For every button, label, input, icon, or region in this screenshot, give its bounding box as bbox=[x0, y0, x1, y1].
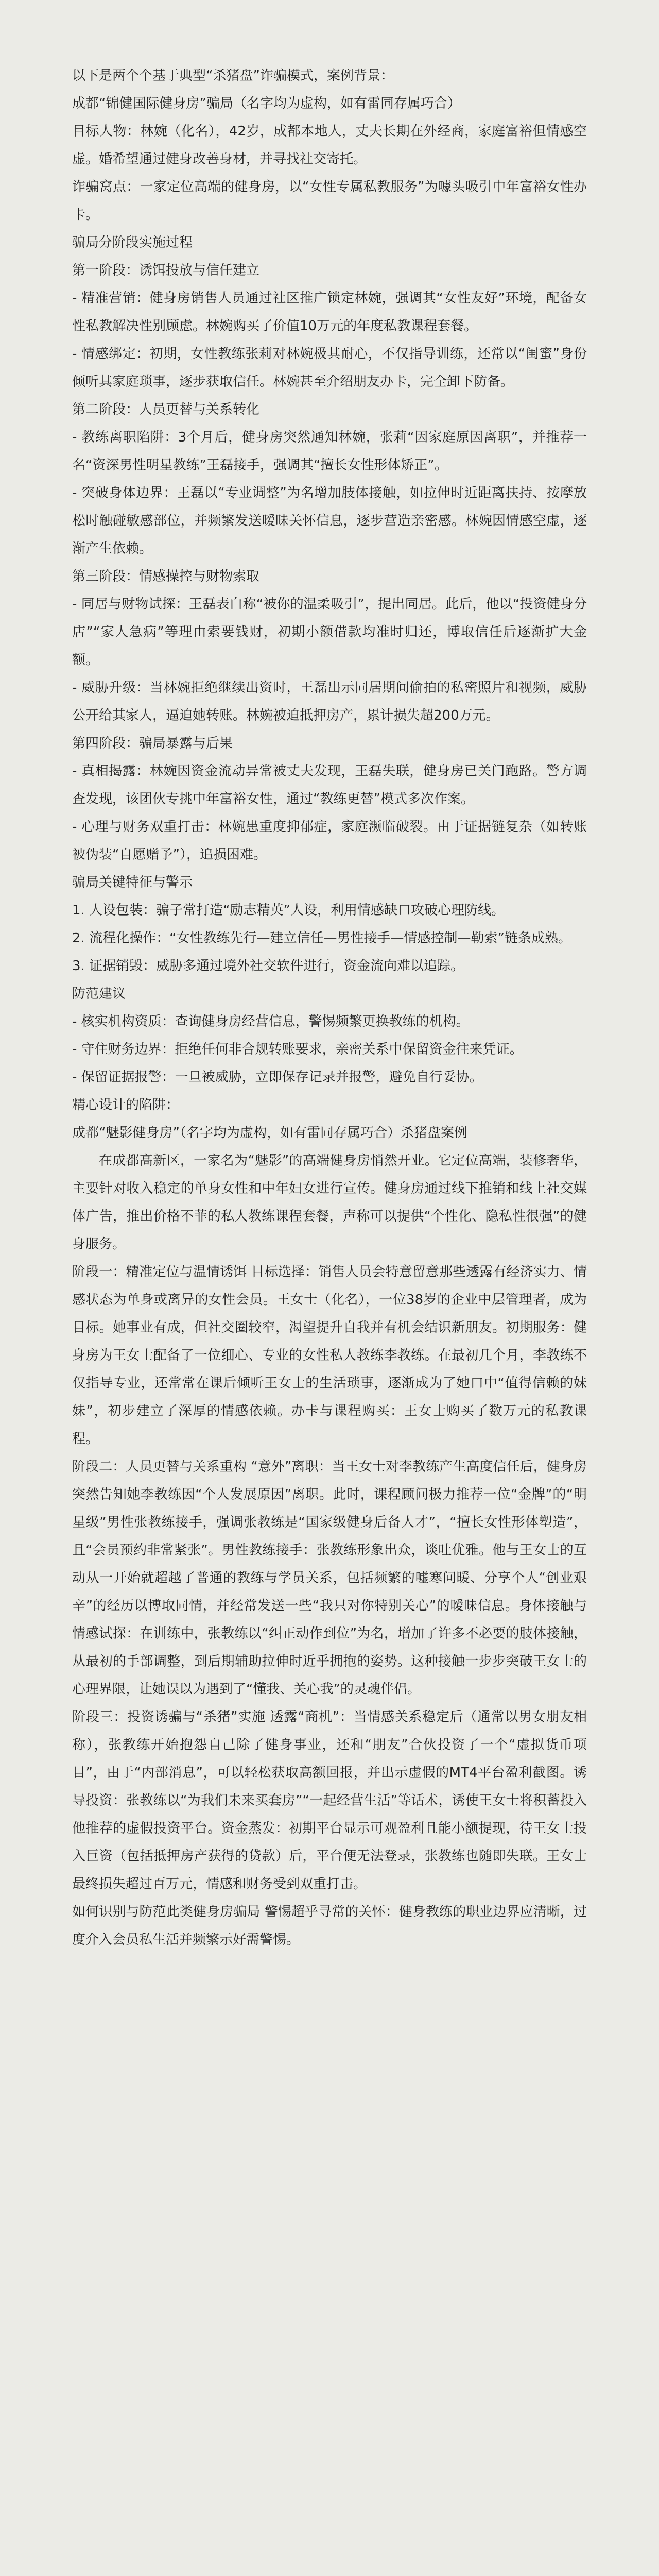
paragraph: - 情感绑定：初期，女性教练张莉对林婉极其耐心，不仅指导训练，还常以“闺蜜”身份倾听其家庭琐事，逐步获取信任。林婉甚至介绍朋友办卡，完全卸下防备。 bbox=[72, 346, 587, 389]
paragraph: 目标人物：林婉（化名），42岁，成都本地人，丈夫长期在外经商，家庭富裕但情感空虚。婚希望通过健身改善身材，并寻找社交寄托。 bbox=[72, 124, 587, 167]
list-item: 3. 证据销毁：威胁多通过境外社交软件进行，资金流向难以追踪。 bbox=[72, 958, 464, 974]
list-item: 2. 流程化操作：“女性教练先行—建立信任—男性接手—情感控制—勒索”链条成熟。 bbox=[72, 930, 572, 946]
list-item: - 守住财务边界：拒绝任何非合规转账要求，亲密关系中保留资金往来凭证。 bbox=[72, 1042, 523, 1057]
part-two bbox=[72, 1091, 587, 1954]
part-two-subtitle: 成都“魅影健身房”（名字均为虚构，如有雷同存属巧合）杀猪盘案例 bbox=[72, 1125, 467, 1141]
list-item: - 核实机构资质：查询健身房经营信息，警惕频繁更换教练的机构。 bbox=[72, 1014, 470, 1029]
stage-heading: 第二阶段：人员更替与关系转化 bbox=[72, 402, 260, 417]
paragraph: 以下是两个个基于典型“杀猪盘”诈骗模式，案例背景： bbox=[72, 68, 394, 83]
paragraph: 如何识别与防范此类健身房骗局 警惕超乎寻常的关怀：健身教练的职业边界应清晰，过度介入会员私生活并频繁示好需警惕。 bbox=[72, 1904, 587, 1947]
paragraph: 阶段一：精准定位与温情诱饵 目标选择：销售人员会特意留意那些透露有经济实力、情感状态为单身或离异的女性会员。王女士（化名），一位38岁的企业中层管理者，成为目标。她事业有成，但社交圈较窄，渴望提升自我并有机会结识新朋友。初期服务：健身房为王女士配备了一位细心、专业的女性私人教练李教练。在最初几个月，李教练不仅指导专业，还常常在课后倾听王女士的生活琐事，逐渐成为了她口中“值得信赖的妹妹”，初步建立了深厚的情感依赖。办卡与课程购买：王女士购买了数万元的私教课程。 bbox=[72, 1264, 587, 1447]
section-heading: 防范建议 bbox=[72, 986, 126, 1002]
section-heading: 骗局分阶段实施过程 bbox=[72, 235, 193, 250]
document bbox=[51, 0, 608, 2576]
stage-heading: 第一阶段：诱饵投放与信任建立 bbox=[72, 263, 260, 278]
paragraph: 诈骗窝点：一家定位高端的健身房，以“女性专属私教服务”为噱头吸引中年富裕女性办卡。 bbox=[72, 179, 587, 223]
stage-heading: 第四阶段：骗局暴露与后果 bbox=[72, 736, 233, 751]
list-item: 1. 人设包装：骗子常打造“励志精英”人设，利用情感缺口攻破心理防线。 bbox=[72, 903, 505, 918]
paragraph: - 同居与财物试探：王磊表白称“被你的温柔吸引”，提出同居。此后，他以“投资健身分店”“家人急病”等理由索要钱财，初期小额借款均准时归还，博取信任后逐渐扩大金额。 bbox=[72, 597, 587, 668]
paragraph: - 心理与财务双重打击：林婉患重度抑郁症，家庭濒临破裂。由于证据链复杂（如转账被伪装“自愿赠予”），追损困难。 bbox=[72, 819, 587, 862]
paragraph: - 真相揭露：林婉因资金流动异常被丈夫发现，王磊失联，健身房已关门跑路。警方调查发现，该团伙专挑中年富裕女性，通过“教练更替”模式多次作案。 bbox=[72, 764, 587, 807]
paragraph: 在成都高新区，一家名为“魅影”的高端健身房悄然开业。它定位高端，装修奢华，主要针对收入稳定的单身女性和中年妇女进行宣传。健身房通过线下推销和线上社交媒体广告，推出价格不菲的私人教练课程套餐，声称可以提供“个性化、隐私性很强”的健身服务。 bbox=[72, 1153, 587, 1252]
list-item: - 保留证据报警：一旦被威胁，立即保存记录并报警，避免自行妥协。 bbox=[72, 1070, 483, 1085]
paragraph: 成都“锦健国际健身房”骗局（名字均为虚构，如有雷同存属巧合） bbox=[72, 96, 461, 111]
paragraph: - 教练离职陷阱：3个月后，健身房突然通知林婉，张莉“因家庭原因离职”，并推荐一名“资深男性明星教练”王磊接手，强调其“擅长女性形体矫正”。 bbox=[72, 430, 587, 473]
section-heading: 骗局关键特征与警示 bbox=[72, 875, 193, 890]
paragraph: - 威胁升级：当林婉拒绝继续出资时，王磊出示同居期间偷拍的私密照片和视频，威胁公开给其家人，逼迫她转账。林婉被迫抵押房产，累计损失超200万元。 bbox=[72, 680, 587, 723]
paragraph: 阶段二：人员更替与关系重构 “意外”离职：当王女士对李教练产生高度信任后，健身房突然告知她李教练因“个人发展原因”离职。此时，课程顾问极力推荐一位“金牌”的“明星级”男性张教练接手，强调张教练是“国家级健身后备人才”，“擅长女性形体塑造”，且“会员预约非常紧张”。男性教练接手：张教练形象出众，谈吐优雅。他与王女士的互动从一开始就超越了普通的教练与学员关系，包括频繁的嘘寒问暖、分享个人“创业艰辛”的经历以博取同情，并经常发送一些“我只对你特别关心”的暧昧信息。身体接触与情感试探：在训练中，张教练以“纠正动作到位”为名，增加了许多不必要的肢体接触，从最初的手部调整，到后期辅助拉伸时近乎拥抱的姿势。这种接触一步步突破王女士的心理界限，让她误以为遇到了“懂我、关心我”的灵魂伴侣。 bbox=[72, 1459, 587, 1697]
stage-heading: 第三阶段：情感操控与财物索取 bbox=[72, 569, 260, 584]
paragraph: - 精准营销：健身房销售人员通过社区推广锁定林婉，强调其“女性友好”环境，配备女性私教解决性别顾虑。林婉购买了价值10万元的年度私教课程套餐。 bbox=[72, 291, 587, 334]
paragraph: 阶段三：投资诱骗与“杀猪”实施 透露“商机”：当情感关系稳定后（通常以男女朋友相称），张教练开始抱怨自己除了健身事业，还和“朋友”合伙投资了一个“虚拟货币项目”，由于“内部消息”，可以轻松获取高额回报，并出示虚假的MT4平台盈利截图。诱导投资：张教练以“为我们未来买套房”“一起经营生活”等话术，诱使王女士将积蓄投入他推荐的虚假投资平台。资金蒸发：初期平台显示可观盈利且能小额提现，待王女士投入巨资（包括抵押房产获得的贷款）后，平台便无法登录，张教练也随即失联。王女士最终损失超过百万元，情感和财务受到双重打击。 bbox=[72, 1709, 587, 1892]
part-one bbox=[72, 62, 587, 1091]
paragraph: - 突破身体边界：王磊以“专业调整”为名增加肢体接触，如拉伸时近距离扶持、按摩放松时触碰敏感部位，并频繁发送暧昧关怀信息，逐步营造亲密感。林婉因情感空虚，逐渐产生依赖。 bbox=[72, 485, 587, 556]
part-two-title: 精心设计的陷阱： bbox=[72, 1097, 180, 1113]
